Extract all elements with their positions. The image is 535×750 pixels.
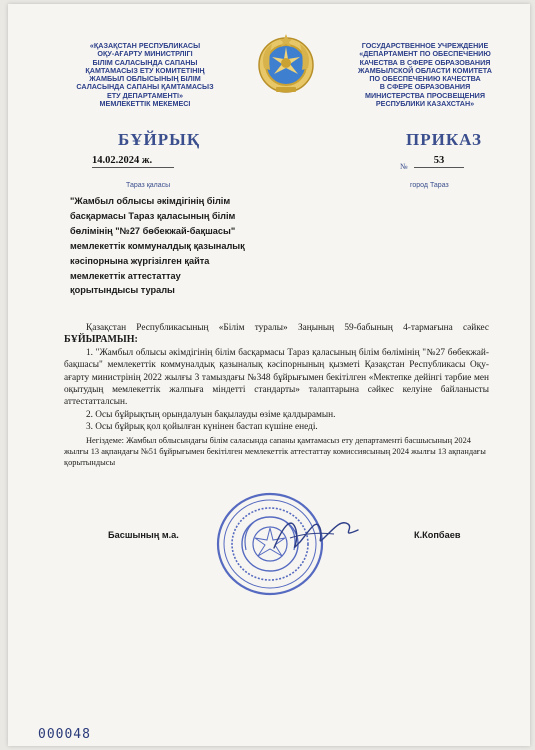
order-number: 53 <box>414 155 464 168</box>
header-kz-line: ҚАМТАМАСЫЗ ЕТУ КОМИТЕТІНІҢ <box>85 65 205 75</box>
header-ru-line: «ДЕПАРТАМЕНТ ПО ОБЕСПЕЧЕНИЮ <box>359 49 491 59</box>
header-kz-institution <box>60 42 230 108</box>
order-subject <box>70 194 330 298</box>
header-kz-line: «ҚАЗАҚСТАН РЕСПУБЛИКАСЫ <box>89 41 201 50</box>
basis-note: Негіздеме: Жамбыл облысындағы білім саласында сапаны қамтамасыз ету департаменті басшысының 2024 жылғы 13 ақпандағы №51 бұйрығымен бекітілген мемлекеттік аттестаттау комиссиясының 2024 жылғы 13 ақпандағы қорытындысы <box>64 435 486 467</box>
subject-line: басқармасы Тараз қаласының білім <box>70 210 236 221</box>
header-kz-line: САЛАСЫНДА САПАНЫ ҚАМТАМАСЫЗ <box>76 82 214 92</box>
subject-line: бөлімінің "№27 бөбекжай-бақшасы" <box>70 225 236 236</box>
state-emblem-icon <box>254 32 318 96</box>
subject-line: мемлекеттік коммуналдық қазыналық <box>70 240 245 251</box>
handwritten-signature-icon <box>270 504 362 564</box>
intro-paragraph <box>64 322 489 347</box>
city-kz: Тараз қаласы <box>126 182 171 189</box>
order-word: БҰЙЫРАМЫН: <box>64 334 138 346</box>
item-2: 2. Осы бұйрықтың орындалуын бақылауды өзіме қалдырамын. <box>86 409 336 420</box>
header-ru-line: В СФЕРЕ ОБРАЗОВАНИЯ <box>379 82 471 92</box>
header-kz-line: ОҚУ-АҒАРТУ МИНИСТРЛІГІ <box>97 49 193 59</box>
order-body <box>64 322 489 468</box>
subject-line: қорытындысы туралы <box>70 285 175 296</box>
header-kz-line: МЕМЛЕКЕТТІК МЕКЕМЕСІ <box>99 99 191 109</box>
subject-line: "Жамбыл облысы әкімдігінің білім <box>70 196 231 206</box>
header-kz-line: ЖАМБЫЛ ОБЛЫСЫНЫҢ БІЛІМ <box>89 74 201 84</box>
document-page <box>8 4 530 746</box>
order-date: 14.02.2024 ж. <box>92 155 174 168</box>
header-ru-line: ПО ОБЕСПЕЧЕНИЮ КАЧЕСТВА <box>369 74 481 84</box>
header-kz-line: БІЛІМ САЛАСЫНДА САПАНЫ <box>92 57 198 67</box>
city-ru: город Тараз <box>410 182 449 189</box>
header-ru-line: РЕСПУБЛИКИ КАЗАХСТАН» <box>375 99 475 109</box>
subject-line: мемлекеттік аттестаттау <box>70 270 181 281</box>
order-number-label: № <box>400 162 408 171</box>
form-serial-number: 000048 <box>38 727 91 742</box>
header-ru-line: ГОСУДАРСТВЕННОЕ УЧРЕЖДЕНИЕ <box>361 41 489 50</box>
subject-line: кәсіпорнына жүргізілген қайта <box>70 255 210 266</box>
header-ru-line: КАЧЕСТВА В СФЕРЕ ОБРАЗОВАНИЯ <box>359 57 491 67</box>
header-kz-line: ЕТУ ДЕПАРТАМЕНТІ» <box>106 90 184 100</box>
header-ru-institution <box>340 42 510 108</box>
document-title-kz: БҰЙРЫҚ <box>118 130 201 149</box>
document-title-ru: ПРИКАЗ <box>406 130 482 149</box>
item-3: 3. Осы бұйрық қол қойылған күнінен бастап күшіне енеді. <box>86 422 318 433</box>
header-ru-line: ЖАМБЫЛСКОЙ ОБЛАСТИ КОМИТЕТА <box>358 65 492 75</box>
signatory-name: К.Копбаев <box>414 530 461 540</box>
intro-text: Қазақстан Республикасының «Білім туралы» Заңының 59-бабының 4-тармағына сәйкес <box>86 323 489 333</box>
header-ru-line: МИНИСТЕРСТВА ПРОСВЕЩЕНИЯ <box>364 90 485 100</box>
item-1: 1. "Жамбыл облысы әкімдігінің білім басқармасы Тараз қаласының білім бөлімінің "№27 бөбекжай-бақшасы" мемлекеттік коммуналдық қазыналық кәсіпорнының қызметі Қазақстан Республикасы Оқу-ағарту министрінің 2022 жылғы 3 тамыздағы №348 бұйрығымен бекітілген «Мектепке дейінгі тәрбие мен оқытудың мемлекеттік жалпыға міндетті стандарты» талаптарына сәйкес келуіне байланысты аттестатталсын. <box>64 347 489 408</box>
signatory-position: Басшының м.а. <box>108 530 179 540</box>
